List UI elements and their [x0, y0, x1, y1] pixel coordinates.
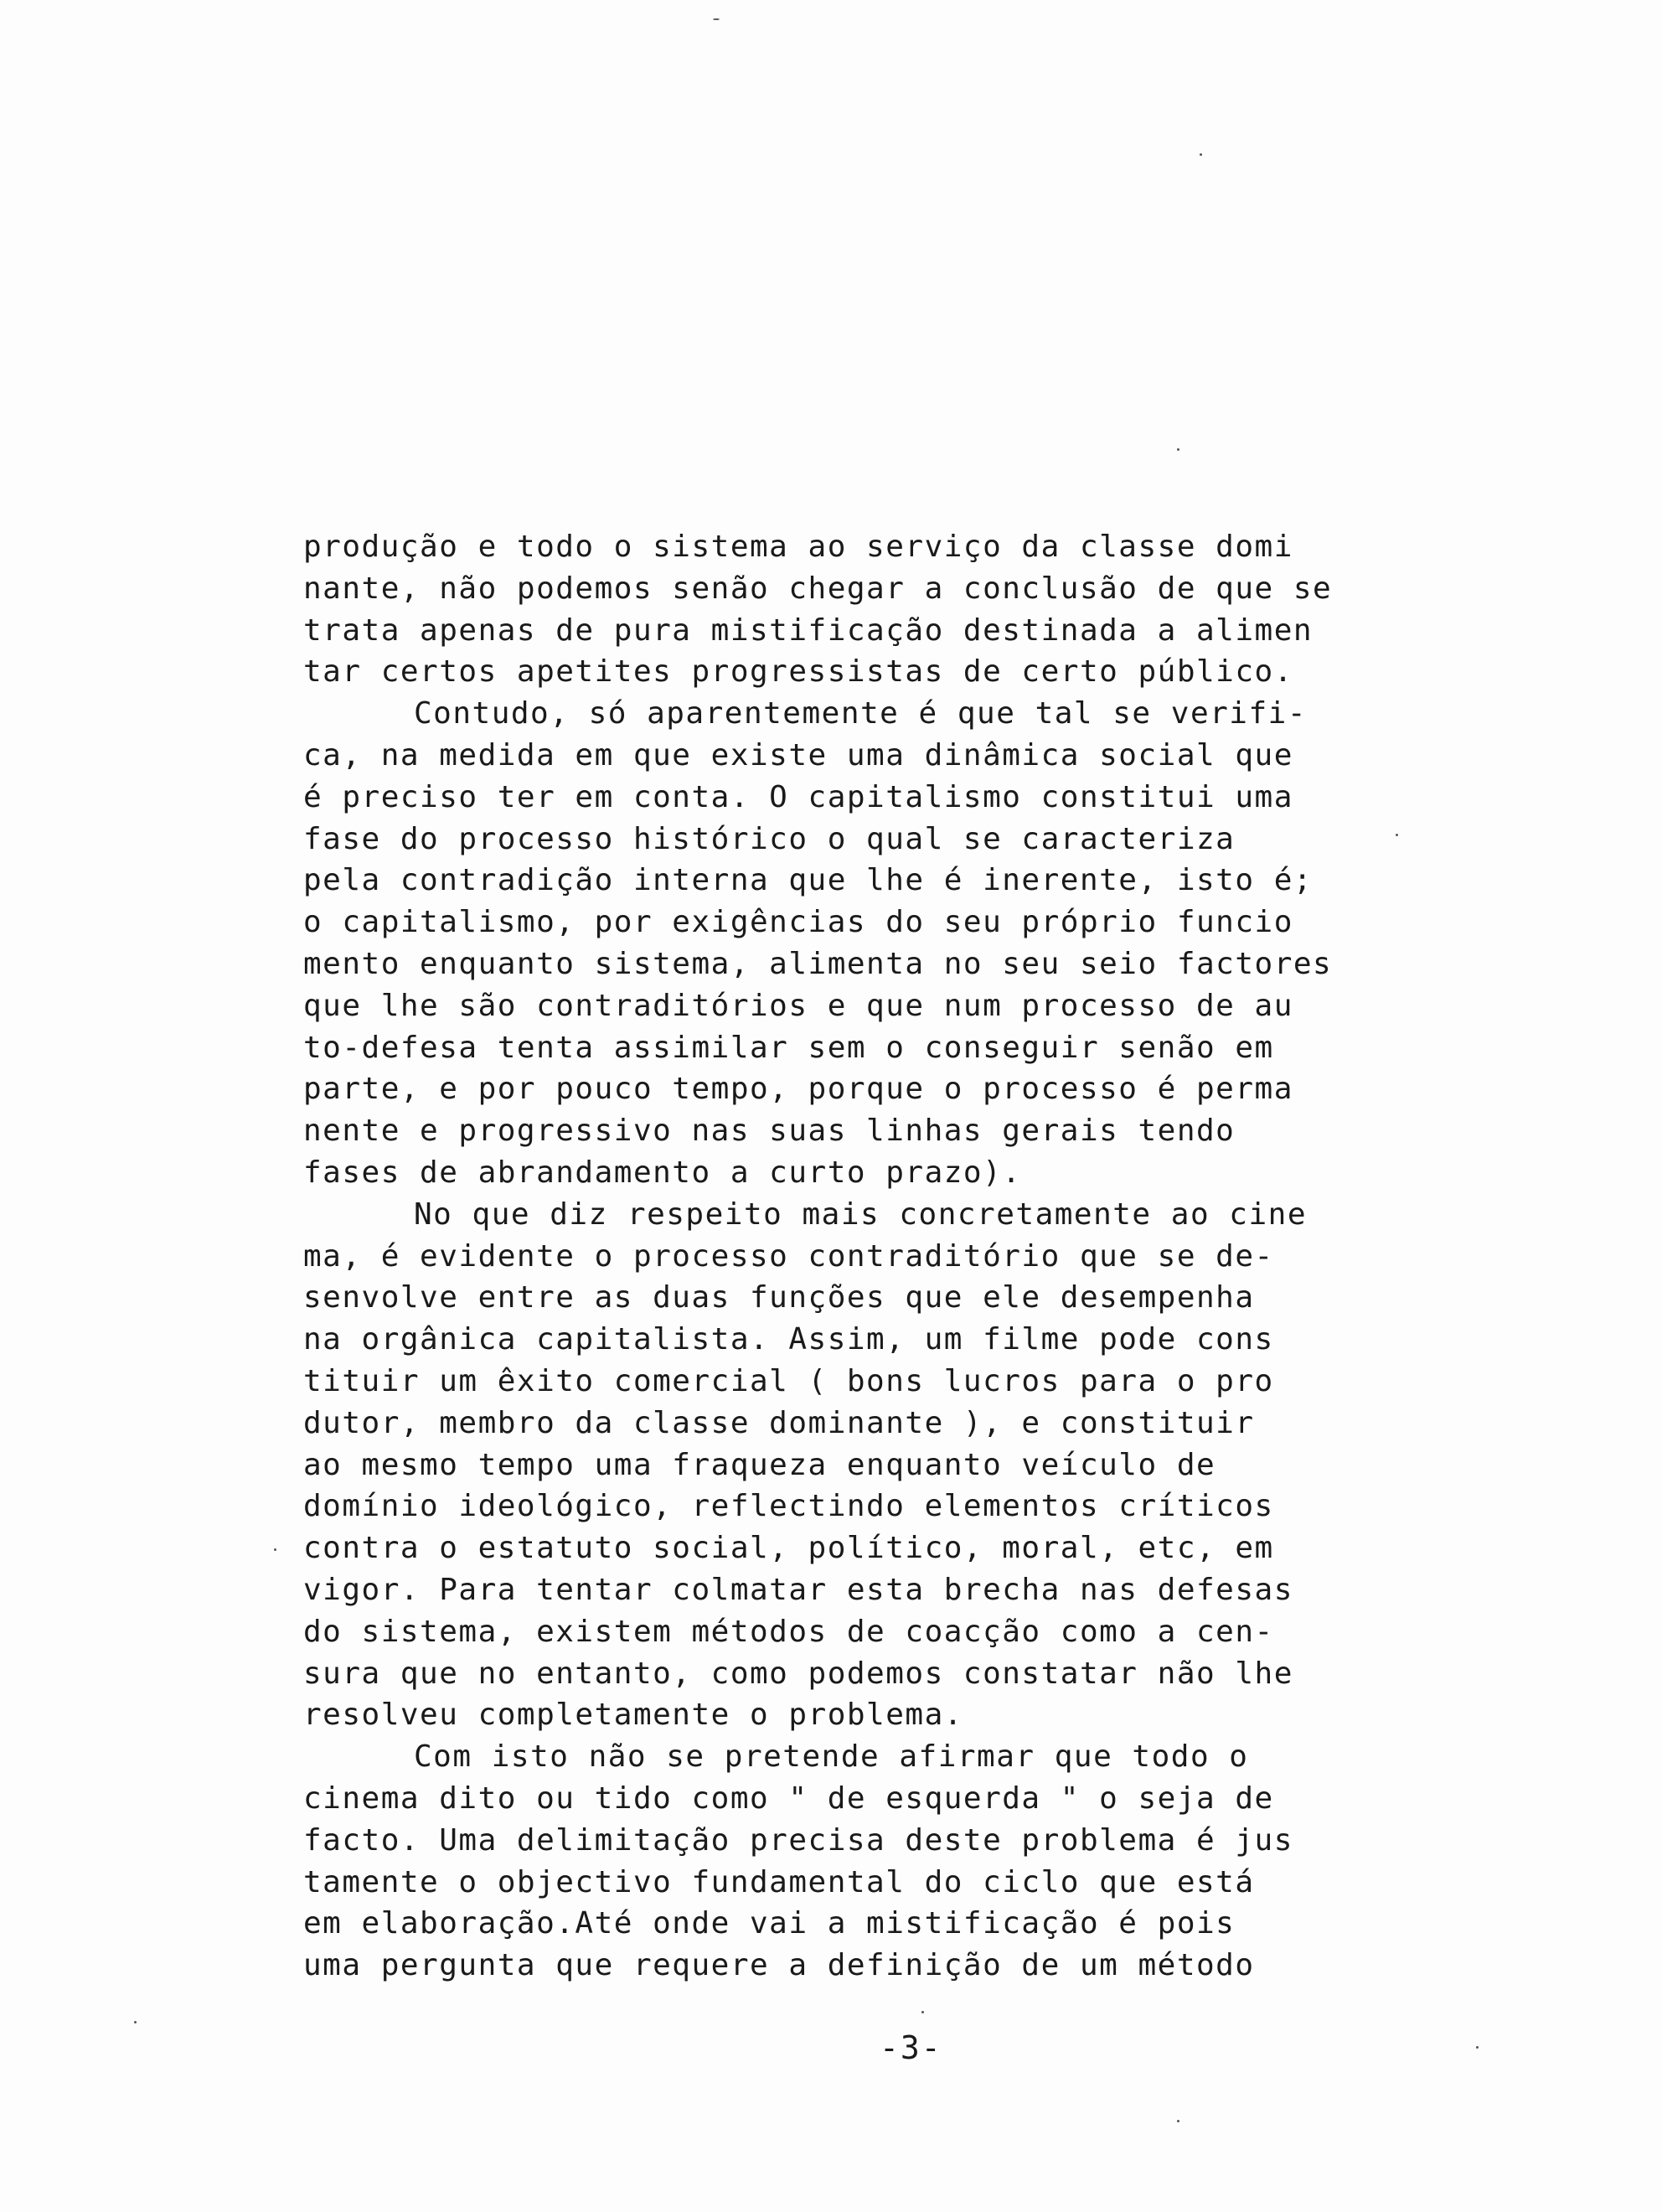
text-line: em elaboração.Até onde vai a mistificação é pois — [303, 1906, 1236, 1941]
text-line: to-defesa tenta assimilar sem o conseguir senão em — [303, 1030, 1274, 1065]
text-line: fases de abrandamento a curto prazo). — [303, 1155, 1022, 1190]
text-line: o capitalismo, por exigências do seu próprio funcio — [303, 905, 1293, 940]
scan-speck — [1177, 448, 1179, 451]
text-line: dutor, membro da classe dominante ), e constituir — [303, 1405, 1255, 1440]
scan-speck — [274, 1548, 276, 1551]
scan-speck — [921, 2011, 924, 2013]
scan-speck — [1476, 2046, 1479, 2049]
body-text — [303, 526, 1493, 1987]
text-line: resolveu completamente o problema. — [303, 1698, 963, 1733]
scan-speck — [1200, 153, 1202, 156]
scan-speck — [1396, 834, 1398, 836]
text-line: contra o estatuto social, político, moral, etc, em — [303, 1531, 1274, 1566]
text-line: ma, é evidente o processo contraditório que se de- — [303, 1238, 1274, 1274]
text-line: vigor. Para tentar colmatar esta brecha nas defesas — [303, 1572, 1293, 1607]
text-line: sura que no entanto, como podemos constatar não lhe — [303, 1656, 1293, 1691]
scan-speck — [713, 18, 720, 20]
paragraph-start-line: Contudo, só aparentemente é que tal se verifi- — [414, 696, 1307, 731]
text-line: parte, e por pouco tempo, porque o processo é perma — [303, 1072, 1293, 1107]
text-line: tituir um êxito comercial ( bons lucros para o pro — [303, 1363, 1274, 1398]
text-line: nante, não podemos senão chegar a conclusão de que se — [303, 571, 1333, 606]
text-line: ca, na medida em que existe uma dinâmica social que — [303, 737, 1293, 773]
page-number: -3- — [880, 2029, 942, 2066]
text-line: cinema dito ou tido como " de esquerda " o seja de — [303, 1780, 1274, 1816]
text-line: ao mesmo tempo uma fraqueza enquanto veículo de — [303, 1447, 1216, 1482]
text-line: é preciso ter em conta. O capitalismo constitui uma — [303, 779, 1293, 814]
scan-speck — [1177, 2120, 1179, 2122]
text-line: tamente o objectivo fundamental do ciclo que está — [303, 1864, 1255, 1899]
text-line: fase do processo histórico o qual se caracteriza — [303, 821, 1236, 856]
text-line: mento enquanto sistema, alimenta no seu seio factores — [303, 946, 1333, 981]
text-line: uma pergunta que requere a definição de um método — [303, 1948, 1255, 1983]
scan-speck — [134, 2021, 137, 2023]
text-line: que lhe são contraditórios e que num processo de au — [303, 988, 1293, 1023]
paragraph-start-line: Com isto não se pretende afirmar que todo o — [414, 1739, 1249, 1775]
text-line: senvolve entre as duas funções que ele desempenha — [303, 1280, 1255, 1315]
text-line: nente e progressivo nas suas linhas gerais tendo — [303, 1114, 1236, 1149]
text-line: facto. Uma delimitação precisa deste problema é jus — [303, 1822, 1293, 1858]
paragraph-start-line: No que diz respeito mais concretamente ao cine — [414, 1196, 1307, 1232]
text-line: na orgânica capitalista. Assim, um filme pode cons — [303, 1322, 1274, 1357]
text-line: domínio ideológico, reflectindo elementos críticos — [303, 1489, 1274, 1524]
text-line: trata apenas de pura mistificação destinada a alimen — [303, 612, 1314, 648]
text-line: pela contradição interna que lhe é inerente, isto é; — [303, 863, 1314, 898]
text-line: produção e todo o sistema ao serviço da classe domi — [303, 530, 1293, 564]
text-line: do sistema, existem métodos de coacção como a cen- — [303, 1614, 1274, 1649]
text-line: tar certos apetites progressistas de certo público. — [303, 654, 1293, 690]
